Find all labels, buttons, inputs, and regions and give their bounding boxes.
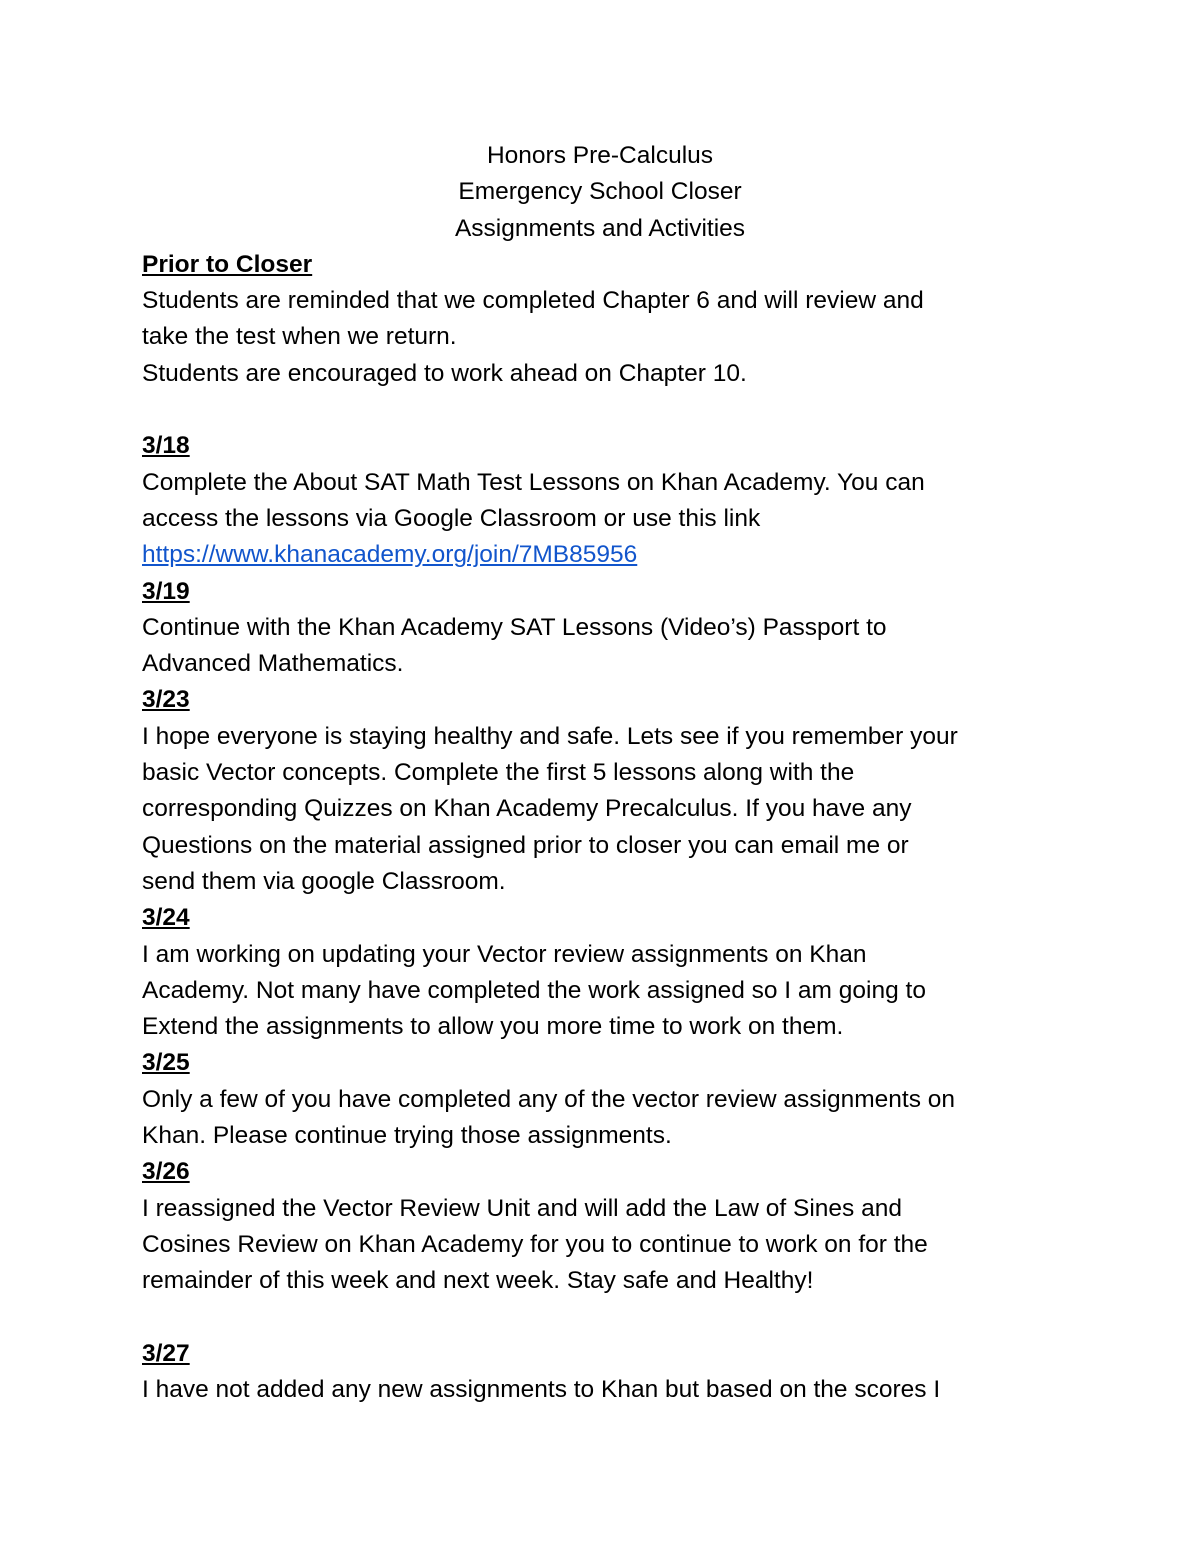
subtitle: Emergency School Closer <box>458 178 742 206</box>
paragraph-line: access the lessons via Google Classroom or use this link <box>142 504 761 532</box>
paragraph-line: I hope everyone is staying healthy and safe. Lets see if you remember your <box>142 722 958 750</box>
document-body <box>142 138 1072 1408</box>
course-title: Honors Pre-Calculus <box>486 142 714 169</box>
paragraph-line: Complete the About SAT Math Test Lessons on Khan Academy. You can <box>142 468 925 496</box>
section-heading: Prior to Closer <box>142 250 313 278</box>
document-title <box>142 138 1072 247</box>
paragraph-line: Extend the assignments to allow you more time to work on them. <box>142 1013 844 1041</box>
paragraph-line: I am working on updating your Vector review assignments on Khan <box>142 940 867 968</box>
paragraph-line: I have not added any new assignments to Khan but based on the scores I <box>142 1376 941 1404</box>
paragraph-line: Cosines Review on Khan Academy for you to continue to work on for the <box>142 1230 928 1258</box>
khan-academy-join-link[interactable]: https://www.khanacademy.org/join/7MB85956 <box>142 541 638 569</box>
date-heading: 3/23 <box>142 686 190 714</box>
paragraph-line: Khan. Please continue trying those assignments. <box>142 1122 672 1150</box>
paragraph-line: Students are encouraged to work ahead on Chapter 10. <box>142 359 747 387</box>
paragraph-line: Questions on the material assigned prior to closer you can email me or <box>142 831 909 859</box>
entry-3-19 <box>142 574 1072 683</box>
paragraph-line: Advanced Mathematics. <box>142 650 404 678</box>
subtitle-assignments: Assignments and Activities <box>454 214 746 242</box>
paragraph-line: Academy. Not many have completed the work assigned so I am going to <box>142 976 926 1004</box>
paragraph-line: remainder of this week and next week. Stay safe and Healthy! <box>142 1267 814 1295</box>
paragraph-line: I reassigned the Vector Review Unit and will add the Law of Sines and <box>142 1194 902 1222</box>
paragraph-line: take the test when we return. <box>142 323 457 351</box>
blank-line <box>142 392 1072 428</box>
paragraph-line: Only a few of you have completed any of the vector review assignments on <box>142 1085 956 1113</box>
date-heading: 3/24 <box>142 904 190 932</box>
paragraph-line: Students are reminded that we completed Chapter 6 and will review and <box>142 287 924 315</box>
date-heading: 3/27 <box>142 1339 190 1367</box>
date-heading: 3/19 <box>142 577 190 605</box>
date-heading: 3/18 <box>142 432 190 460</box>
section-prior-to-closer <box>142 247 1072 392</box>
entry-3-23 <box>142 682 1072 900</box>
paragraph-line: send them via google Classroom. <box>142 867 506 895</box>
date-heading: 3/26 <box>142 1158 190 1186</box>
entry-3-26 <box>142 1154 1072 1299</box>
date-heading: 3/25 <box>142 1049 190 1077</box>
paragraph-line: Continue with the Khan Academy SAT Lessons (Video’s) Passport to <box>142 613 887 641</box>
paragraph-line: corresponding Quizzes on Khan Academy Precalculus. If you have any <box>142 795 912 823</box>
entry-3-27 <box>142 1336 1072 1409</box>
entry-3-18 <box>142 428 1072 573</box>
paragraph-line: basic Vector concepts. Complete the first 5 lessons along with the <box>142 759 855 787</box>
blank-line <box>142 1300 1072 1336</box>
entry-3-25 <box>142 1045 1072 1154</box>
entry-3-24 <box>142 900 1072 1045</box>
